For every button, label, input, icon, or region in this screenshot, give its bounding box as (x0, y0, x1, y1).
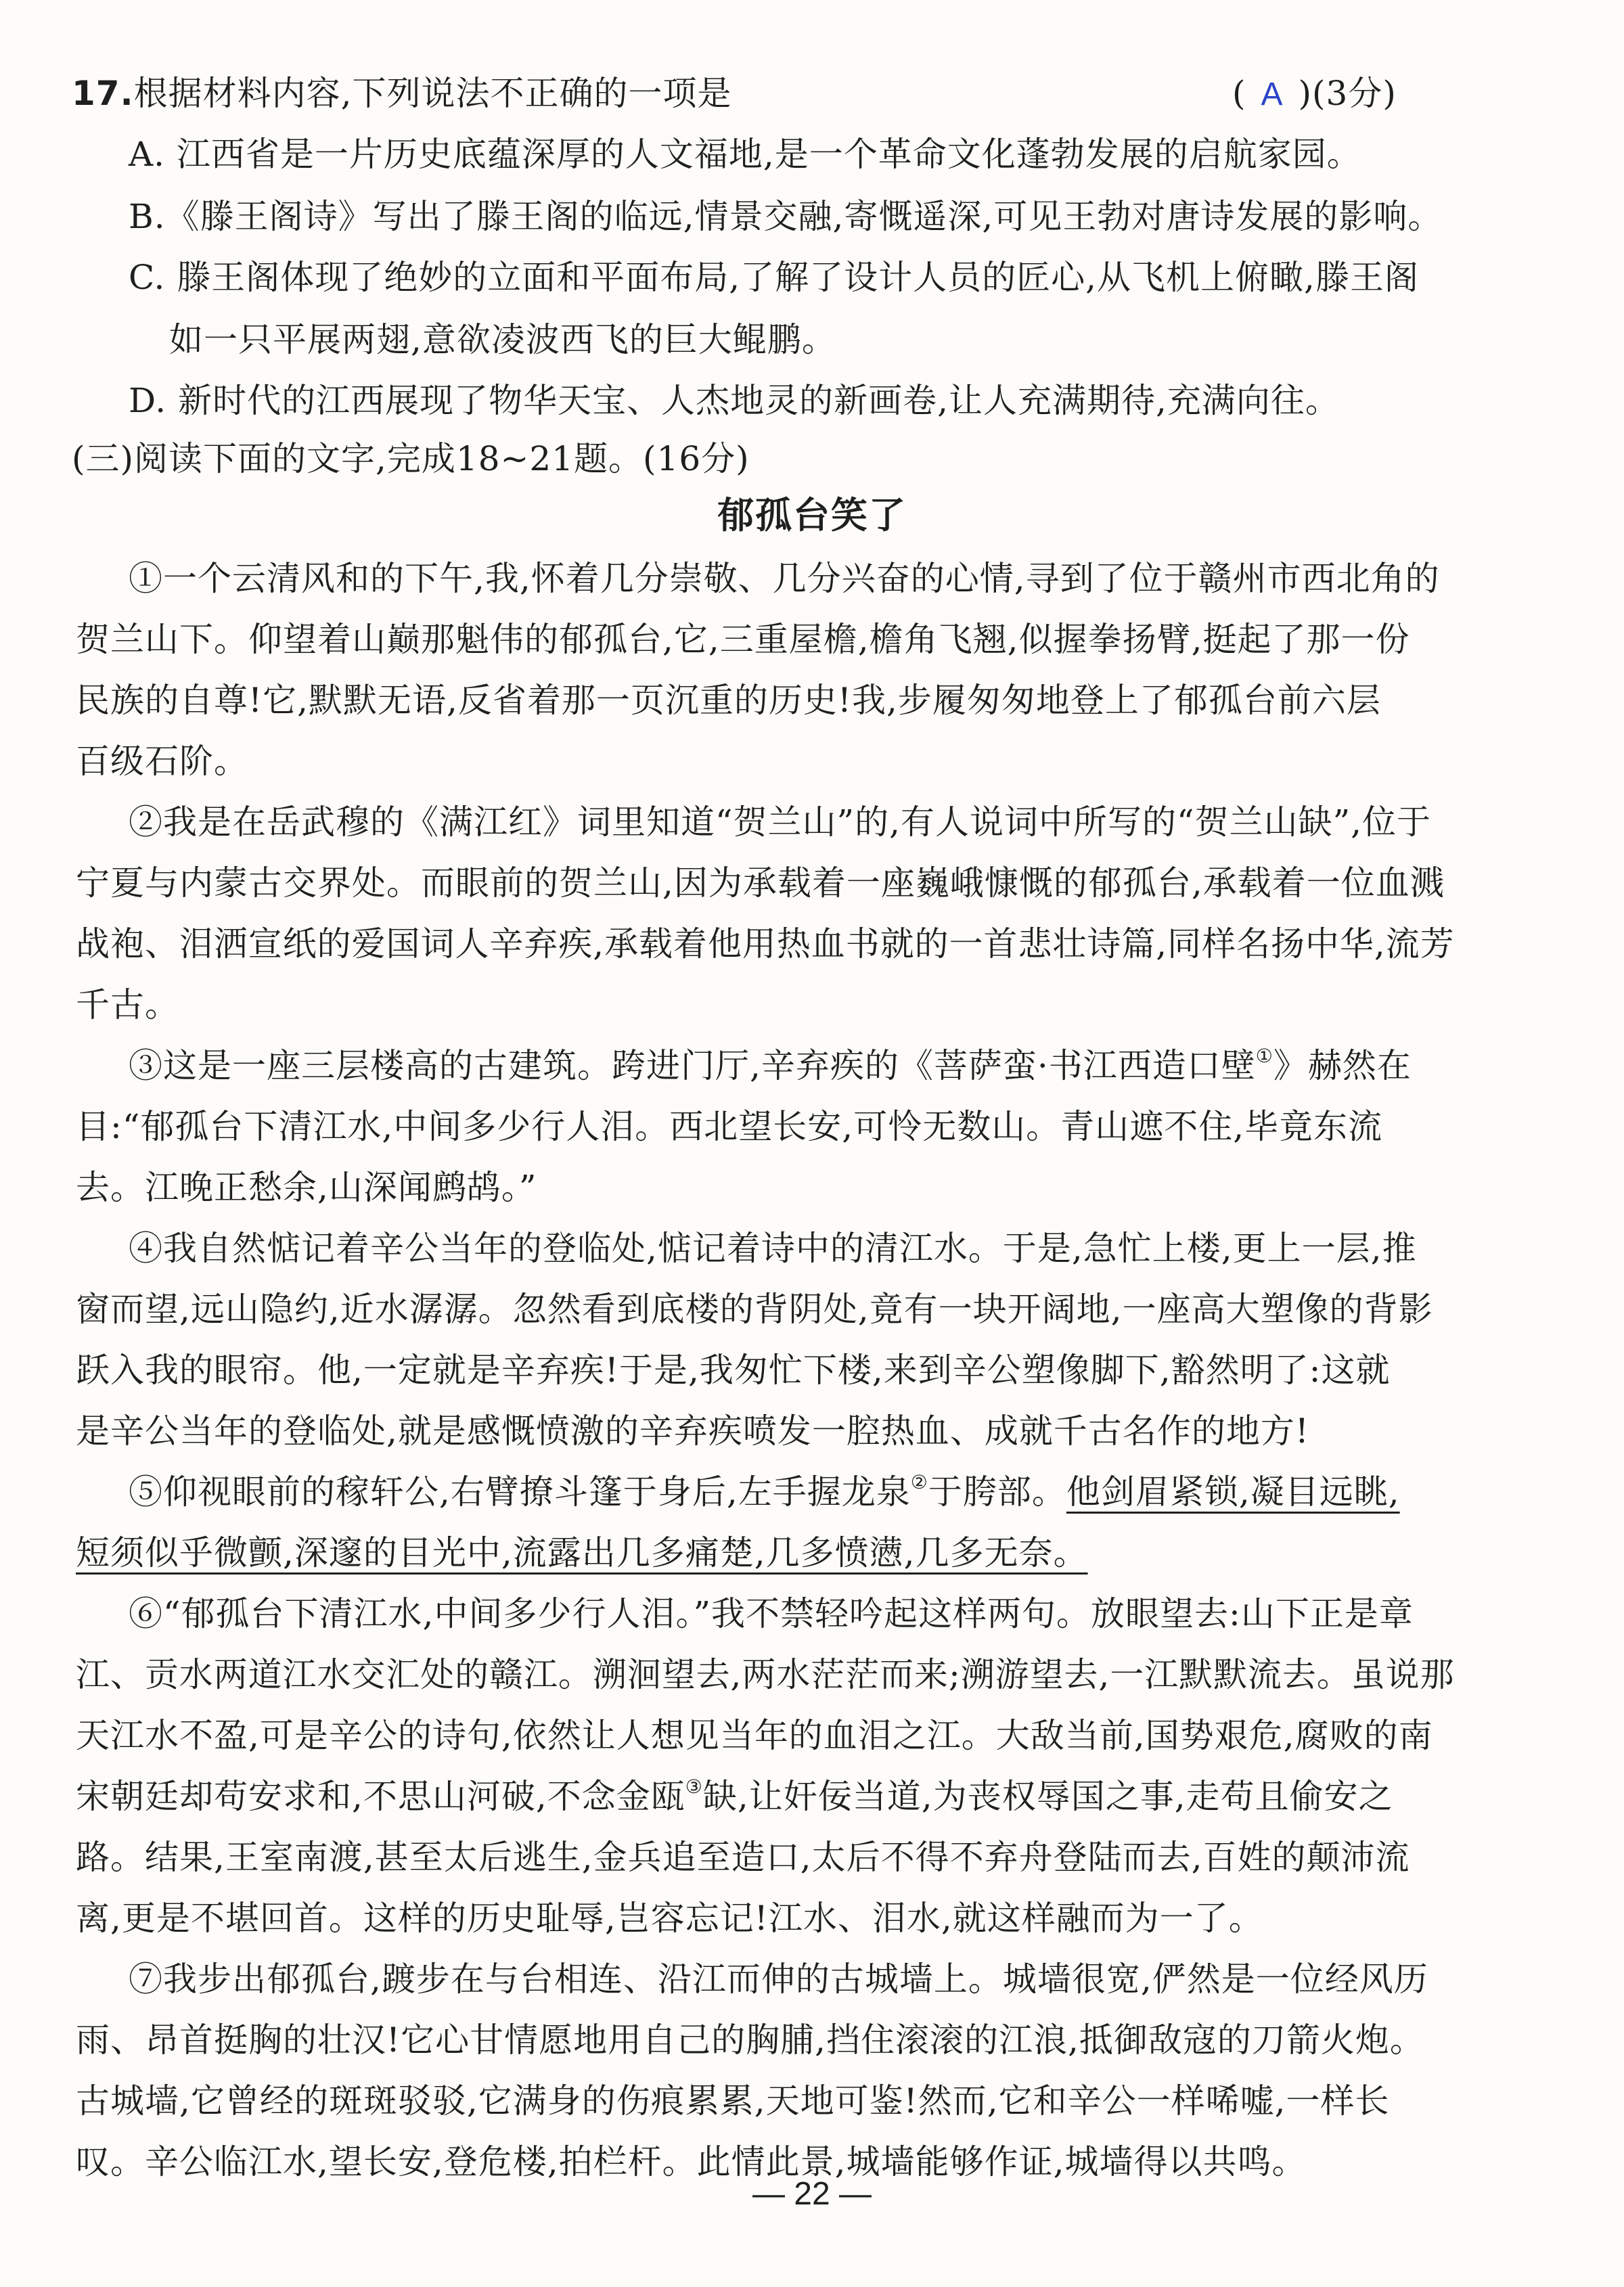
para-line: 天江水不盈,可是辛公的诗句,依然让人想见当年的血泪之江。大敌当前,国势艰危,腐败的南 (76, 1716, 1433, 1755)
para-line: 宋朝廷却苟安求和,不思山河破,不念金瓯③缺,让奸佞当道,为丧权辱国之事,走苟且偷安之 (76, 1775, 1393, 1816)
para-line: 宁夏与内蒙古交界处。而眼前的贺兰山,因为承载着一座巍峨慷慨的郁孤台,承载着一位血溅 (76, 863, 1445, 903)
q17-option-d: D. 新时代的江西展现了物华天宝、人杰地灵的新画卷,让人充满期待,充满向往。 (129, 381, 1340, 420)
para-line: 贺兰山下。仰望着山巅那魁伟的郁孤台,它,三重屋檐,檐角飞翘,似握拳扬臂,挺起了那一份 (76, 620, 1410, 659)
para-line: 窗而望,远山隐约,近水潺潺。忽然看到底楼的背阴处,竟有一块开阔地,一座高大塑像的背影 (76, 1290, 1433, 1329)
para-line: 目:“郁孤台下清江水,中间多少行人泪。西北望长安,可怜无数山。青山遮不住,毕竟东流 (76, 1107, 1383, 1146)
para-line: 江、贡水两道江水交汇处的赣江。溯洄望去,两水茫茫而来;溯游望去,一江默默流去。虽说那 (76, 1655, 1455, 1694)
q17-option-c: C. 滕王阁体现了绝妙的立面和平面布局,了解了设计人员的匠心,从飞机上俯瞰,滕王阁 (129, 258, 1419, 297)
para-line: ③这是一座三层楼高的古建筑。跨进门厅,辛弃疾的《菩萨蛮·书江西造口壁①》赫然在 (129, 1045, 1412, 1085)
q17-option-c-cont: 如一只平展两翅,意欲凌波西飞的巨大鲲鹏。 (169, 320, 836, 359)
para-line: 离,更是不堪回首。这样的历史耻辱,岂容忘记!江水、泪水,就这样融而为一了。 (76, 1899, 1263, 1938)
para-line: ⑦我步出郁孤台,踱步在与台相连、沿江而伸的古城墙上。城墙很宽,俨然是一位经风历 (129, 1960, 1428, 1999)
question-number: 17. (72, 74, 134, 113)
para-line: 古城墙,它曾经的斑斑驳驳,它满身的伤痕累累,天地可鉴!然而,它和辛公一样唏嘘,一样长 (76, 2081, 1390, 2121)
para-line: ⑤仰视眼前的稼轩公,右臂撩斗篷于身后,左手握龙泉②于胯部。他剑眉紧锁,凝目远眺, (129, 1471, 1400, 1512)
underlined-sentence-cont: 短须似乎微颤,深邃的目光中,流露出几多痛楚,几多愤懑,几多无奈。 (76, 1533, 1088, 1572)
q17-stem: 根据材料内容,下列说法不正确的一项是 (133, 74, 732, 113)
section-heading: (三)阅读下面的文字,完成18~21题。(16分) (72, 439, 750, 478)
para-line: ①一个云清风和的下午,我,怀着几分崇敬、几分兴奋的心情,寻到了位于赣州市西北角的 (129, 559, 1440, 598)
q17-option-b: B.《滕王阁诗》写出了滕王阁的临远,情景交融,寄慨遥深,可见王勃对唐诗发展的影响。 (129, 197, 1443, 236)
para-line: 跃入我的眼帘。他,一定就是辛弃疾!于是,我匆忙下楼,来到辛公塑像脚下,豁然明了:这就 (76, 1351, 1391, 1390)
para-line: 叹。辛公临江水,望长安,登危楼,拍栏杆。此情此景,城墙能够作证,城墙得以共鸣。 (76, 2142, 1307, 2181)
para-line: 战袍、泪洒宣纸的爱国词人辛弃疾,承载着他用热血书就的一首悲壮诗篇,同样名扬中华,流芳 (76, 924, 1455, 964)
para-line: 民族的自尊!它,默默无语,反省着那一页沉重的历史!我,步履匆匆地登上了郁孤台前六层 (76, 681, 1381, 720)
para-line: ②我是在岳武穆的《满江红》词里知道“贺兰山”的,有人说词中所写的“贺兰山缺”,位于 (129, 802, 1432, 842)
answer-bracket: ( A )(3分) (1232, 74, 1397, 113)
para-line: 雨、昂首挺胸的壮汉!它心甘情愿地用自己的胸脯,挡住滚滚的江浪,抵御敌寇的刀箭火炮。 (76, 2020, 1424, 2060)
footnote-marker: ③ (685, 1775, 703, 1798)
para-line: 路。结果,王室南渡,甚至太后逃生,金兵追至造口,太后不得不弃舟登陆而去,百姓的颠沛流 (76, 1838, 1410, 1877)
para-line: 是辛公当年的登临处,就是感慨愤激的辛弃疾喷发一腔热血、成就千古名作的地方! (76, 1411, 1309, 1451)
page-number: — 22 — (752, 2176, 872, 2212)
para-line: 去。江晚正愁余,山深闻鹧鸪。” (76, 1168, 537, 1207)
para-line: 千古。 (76, 985, 179, 1024)
footnote-marker: ① (1255, 1045, 1273, 1067)
q17-option-a: A. 江西省是一片历史底蕴深厚的人文福地,是一个革命文化蓬勃发展的启航家园。 (129, 135, 1361, 174)
passage-title: 郁孤台笑了 (717, 494, 907, 537)
para-line: ④我自然惦记着辛公当年的登临处,惦记着诗中的清江水。于是,急忙上楼,更上一层,推 (129, 1229, 1417, 1268)
answer-mark: A (1261, 76, 1284, 112)
para-line: 百级石阶。 (76, 742, 248, 781)
footnote-marker: ② (910, 1471, 928, 1493)
underlined-sentence: 他剑眉紧锁,凝目远眺, (1066, 1472, 1400, 1512)
para-line: ⑥“郁孤台下清江水,中间多少行人泪。”我不禁轻吟起这样两句。放眼望去:山下正是章 (129, 1594, 1414, 1633)
q17-stem-line (72, 73, 1452, 114)
